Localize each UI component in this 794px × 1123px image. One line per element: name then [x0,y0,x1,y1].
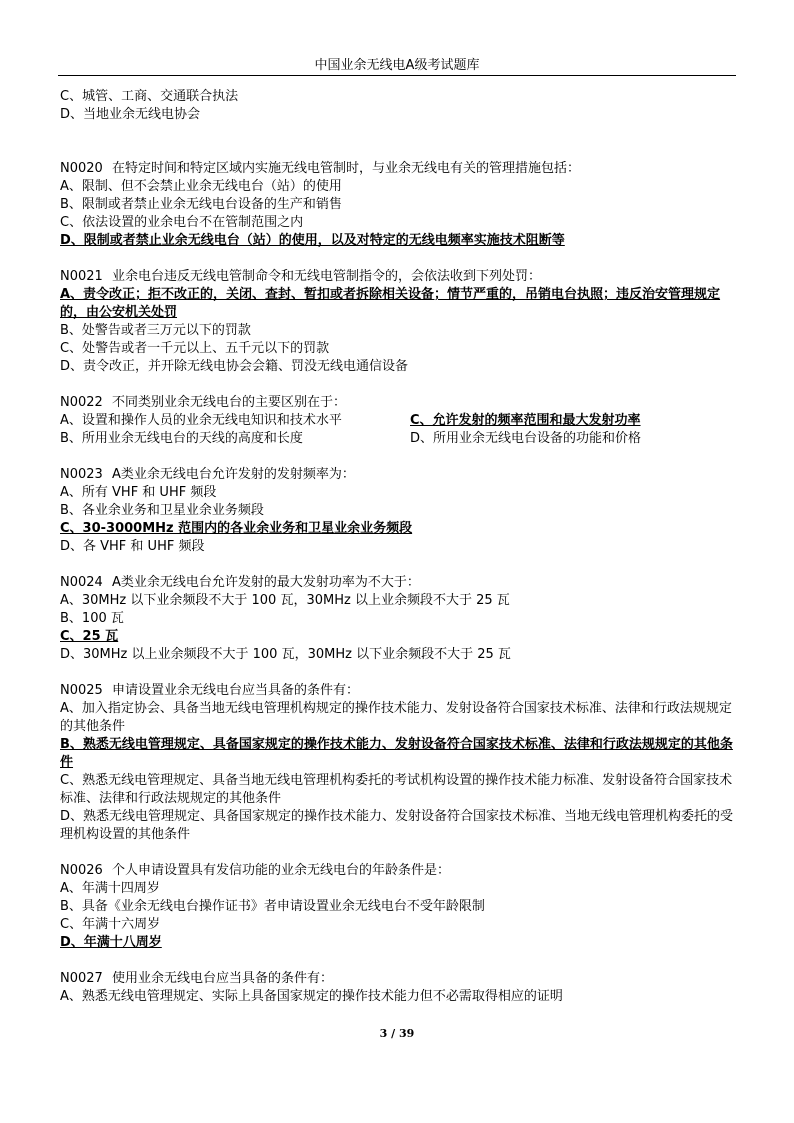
question-text: 在特定时间和特定区域内实施无线电管制时，与业余无线电有关的管理措施包括： [112,161,581,176]
option-b: B、100 瓦 [60,611,124,626]
option-d: D、熟悉无线电管理规定、具备国家规定的操作技术能力、发射设备符合国家技术标准、当地无线电管理机构委托的受理机构设置的其他条件 [60,809,734,842]
option-b: B、处警告或者三万元以下的罚款 [60,323,251,338]
option-row [60,412,740,430]
correct-option-c: C、30-3000MHz 范围内的各业余业务和卫星业余业务频段 [60,521,413,536]
page-number: 3 / 39 [379,1027,415,1040]
question-number: N0022 [60,395,103,410]
question-n0027-stem [60,970,740,988]
question-number: N0026 [60,863,103,878]
correct-option-d: D、限制或者禁止业余无线电台（站）的使用，以及对特定的无线电频率实施技术阻断等 [60,233,565,248]
question-n0023-stem [60,466,740,484]
question-n0026-stem [60,862,740,880]
option-a: A、熟悉无线电管理规定、实际上具备国家规定的操作技术能力但不必需取得相应的证明 [60,989,563,1004]
option-d: D、责令改正，并开除无线电协会会籍、罚没无线电通信设备 [60,359,409,374]
option-c: C、处警告或者一千元以上、五千元以下的罚款 [60,341,330,356]
option-d: D、所用业余无线电台设备的功能和价格 [410,431,642,446]
option-c: C、熟悉无线电管理规定、具备当地无线电管理机构委托的考试机构设置的操作技术能力标准、发射设备符合国家技术标准、法律和行政法规规定的其他条件 [60,773,733,806]
question-text: 使用业余无线电台应当具备的条件有： [112,971,334,986]
question-n0024-stem [60,574,740,592]
question-number: N0020 [60,161,103,176]
option-b: B、各业余业务和卫星业余业务频段 [60,503,264,518]
option-b: B、限制或者禁止业余无线电台设备的生产和销售 [60,197,342,212]
option-a: A、加入指定协会、具备当地无线电管理机构规定的操作技术能力、发射设备符合国家技术标准、法律和行政法规规定的其他条件 [60,701,732,734]
question-n0022-stem [60,394,740,412]
question-n0021-stem [60,268,740,286]
question-text: 业余电台违反无线电管制命令和无线电管制指令的，会依法收到下列处罚： [112,269,542,284]
correct-option-c: C、允许发射的频率范围和最大发射功率 [410,413,641,428]
question-content [60,88,740,1006]
correct-option-d: D、年满十八周岁 [60,935,162,950]
option-a: A、所有 VHF 和 UHF 频段 [60,485,217,500]
question-text: 个人申请设置具有发信功能的业余无线电台的年龄条件是： [112,863,451,878]
prev-option-c: C、城管、工商、交通联合执法 [60,89,239,104]
question-number: N0025 [60,683,103,698]
option-d: D、30MHz 以上业余频段不大于 100 瓦，30MHz 以下业余频段不大于 25 瓦 [60,647,511,662]
correct-option-b: B、熟悉无线电管理规定、具备国家规定的操作技术能力、发射设备符合国家技术标准、法律和行政法规规定的其他条件 [60,737,733,770]
option-a: A、30MHz 以下业余频段不大于 100 瓦，30MHz 以上业余频段不大于 25 瓦 [60,593,510,608]
option-b: B、具备《业余无线电台操作证书》者申请设置业余无线电台不受年龄限制 [60,899,485,914]
question-number: N0023 [60,467,103,482]
option-a: A、设置和操作人员的业余无线电知识和技术水平 [60,413,342,428]
correct-option-a: A、责令改正；拒不改正的，关闭、查封、暂扣或者拆除相关设备；情节严重的，吊销电台执照；违反治安管理规定的，由公安机关处罚 [60,287,721,320]
option-c: C、依法设置的业余电台不在管制范围之内 [60,215,304,230]
option-row [60,430,740,448]
question-number: N0024 [60,575,103,590]
prev-option-d: D、当地业余无线电协会 [60,107,201,122]
option-c: C、年满十六周岁 [60,917,161,932]
question-n0020-stem [60,160,740,178]
question-text: A类业余无线电台允许发射的发射频率为： [112,467,355,482]
option-d: D、各 VHF 和 UHF 频段 [60,539,205,554]
question-text: 不同类别业余无线电台的主要区别在于： [112,395,347,410]
correct-option-c: C、25 瓦 [60,629,119,644]
question-number: N0027 [60,971,103,986]
option-a: A、限制、但不会禁止业余无线电台（站）的使用 [60,179,342,194]
question-text: A类业余无线电台允许发射的最大发射功率为不大于： [112,575,420,590]
question-text: 申请设置业余无线电台应当具备的条件有： [112,683,360,698]
option-a: A、年满十四周岁 [60,881,160,896]
question-number: N0021 [60,269,103,284]
page-header: 中国业余无线电A级考试题库 [58,58,736,76]
option-b: B、所用业余无线电台的天线的高度和长度 [60,431,303,446]
question-n0025-stem [60,682,740,700]
